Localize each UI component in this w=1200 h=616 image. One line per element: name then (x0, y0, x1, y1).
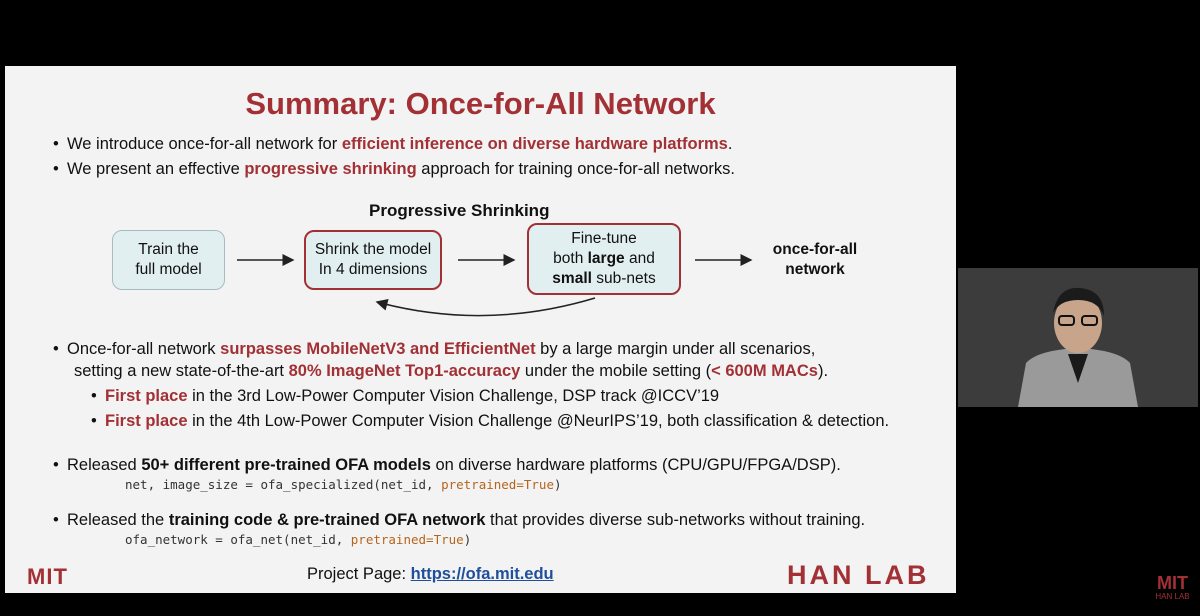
bullet-dot: • (53, 340, 59, 358)
bold-text: training code & pre-trained OFA network (168, 511, 486, 529)
loop-arrow (377, 298, 595, 316)
text: both (553, 250, 588, 267)
highlight-text: progressive shrinking (244, 160, 417, 178)
highlight-text: efficient inference on diverse hardware platforms (341, 135, 728, 153)
text: Released the (67, 511, 169, 529)
result-line: network (785, 261, 845, 278)
mit-logo: MIT (27, 564, 68, 589)
text: We present an effective (67, 160, 245, 178)
highlight-text: First place (105, 412, 188, 430)
box-line: In 4 dimensions (318, 261, 428, 278)
code-text: ) (463, 532, 472, 547)
bullet-dot: • (53, 160, 59, 178)
speaker-video (958, 268, 1198, 407)
project-page (307, 565, 554, 584)
text: and (624, 250, 655, 267)
code-ofa-net (125, 532, 471, 547)
box-line: Fine-tune (571, 230, 637, 247)
corner-logo-sub: HAN LAB (1155, 592, 1190, 601)
bullet-dot: • (53, 135, 59, 153)
text: that provides diverse sub-networks without training. (485, 511, 866, 529)
text: under the mobile setting ( (520, 362, 712, 380)
sub-bullet-iccv (91, 387, 719, 406)
code-value: True (523, 477, 554, 492)
text: Once-for-all network (67, 340, 221, 358)
sub-bullet-neurips (91, 412, 889, 431)
bullet-dot: • (91, 387, 97, 405)
bullet-dot: • (91, 412, 97, 430)
box-line: full model (135, 261, 202, 278)
bold-text: large (587, 250, 625, 267)
highlight-text: 80% ImageNet Top1-accuracy (288, 362, 521, 380)
text: ). (817, 362, 829, 380)
text: sub-nets (591, 270, 656, 287)
slide (5, 66, 956, 593)
bullet-release-code (53, 511, 865, 530)
results-line-2 (74, 362, 828, 381)
text: We introduce once-for-all network for (67, 135, 342, 153)
text: setting a new state-of-the-art (74, 362, 289, 380)
highlight-text: < 600M MACs (711, 362, 818, 380)
result-line: once-for-all (772, 241, 858, 258)
text: by a large margin under all scenarios, (535, 340, 816, 358)
hanlab-logo: HAN LAB (787, 560, 930, 590)
box-line: Train the (138, 241, 199, 258)
corner-logo-mark: MIT (1157, 573, 1188, 593)
highlight-text: surpasses MobileNetV3 and EfficientNet (220, 340, 536, 358)
text: in the 3rd Low-Power Computer Vision Challenge, DSP track @ICCV’19 (187, 387, 720, 405)
corner-logo (1150, 574, 1195, 601)
text: in the 4th Low-Power Computer Vision Challenge @NeurIPS’19, both classification & detection. (187, 412, 890, 430)
highlight-text: First place (105, 387, 188, 405)
code-value: True (433, 532, 464, 547)
diagram-title: Progressive Shrinking (369, 201, 550, 220)
text: approach for training once-for-all networks. (416, 160, 735, 178)
bullet-dot: • (53, 456, 59, 474)
text: Released (67, 456, 142, 474)
code-specialized (125, 477, 562, 492)
code-keyword: pretrained= (441, 477, 524, 492)
project-label: Project Page: (307, 565, 411, 583)
project-link[interactable]: https://ofa.mit.edu (410, 565, 554, 583)
code-text: ofa_network = ofa_net(net_id, (125, 532, 351, 547)
text: . (727, 135, 733, 153)
text: on diverse hardware platforms (CPU/GPU/FPGA/DSP). (430, 456, 841, 474)
bold-text: small (552, 270, 592, 287)
code-text: ) (553, 477, 562, 492)
speaker-avatar (958, 268, 1198, 407)
box-line: Shrink the model (314, 241, 432, 258)
bold-text: 50+ different pre-trained OFA models (141, 456, 431, 474)
bullet-results (53, 340, 815, 359)
bullet-release-models (53, 456, 841, 475)
bullet-dot: • (53, 511, 59, 529)
code-text: net, image_size = ofa_specialized(net_id, (125, 477, 442, 492)
slide-title: Summary: Once-for-All Network (245, 86, 716, 121)
code-keyword: pretrained= (350, 532, 434, 547)
